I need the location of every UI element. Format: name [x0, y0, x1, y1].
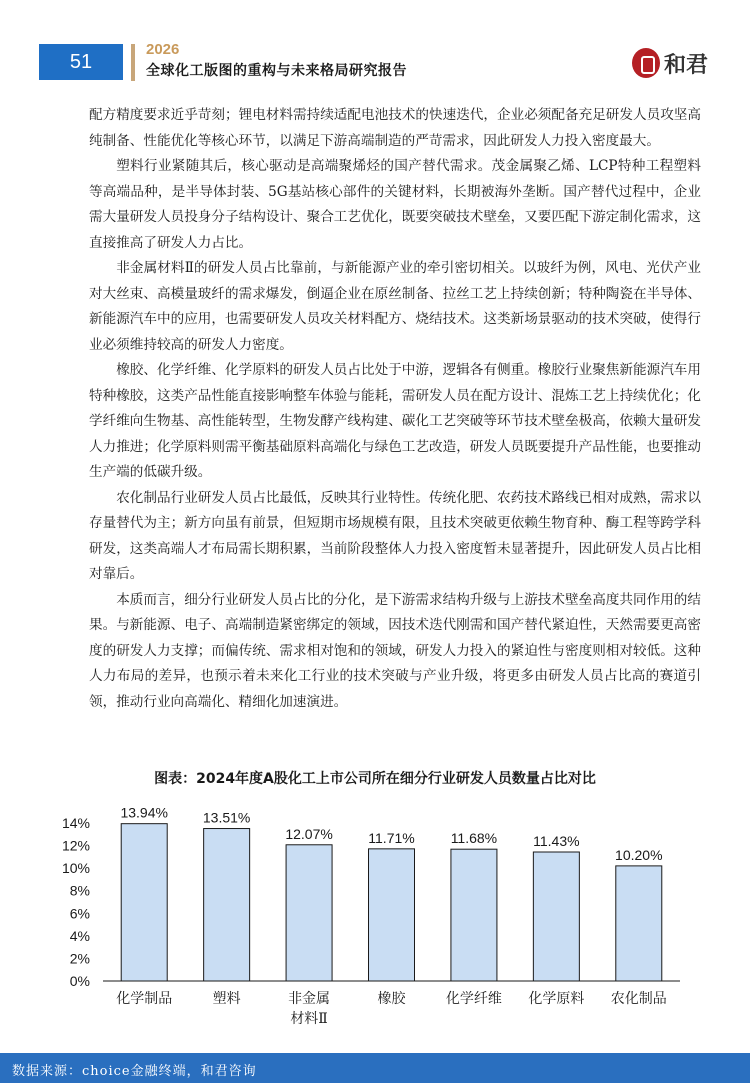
- y-tick-label: 2%: [69, 950, 90, 967]
- x-tick-label: 非金属: [288, 991, 331, 1007]
- report-title: 全球化工版图的重构与未来格局研究报告: [146, 63, 407, 79]
- y-tick-label: 6%: [69, 905, 90, 922]
- x-tick-label: 化学制品: [116, 991, 173, 1007]
- bar: [121, 824, 167, 981]
- y-tick-label: 0%: [69, 973, 90, 989]
- paragraph: 本质而言，细分行业研发人员占比的分化，是下游需求结构升级与上游技术壁垒高度共同作用的结果。与新能源、电子、高端制造紧密绑定的领域，因技术迭代刚需和国产替代紧迫性，天然需要更高密度的研发人力支撑；而偏传统、需求相对饱和的领域，研发人力投入的紧迫性与密度则相对较低。这种人力布局的差异，也预示着未来化工行业的技术突破与产业升级，将更多由研发人员占比高的赛道引领，推动行业向高端化、精细化加速演进。: [89, 591, 701, 710]
- bar: [286, 845, 332, 981]
- x-tick-label: 材料Ⅱ: [290, 1011, 328, 1027]
- y-tick-label: 12%: [61, 837, 90, 854]
- y-tick-label: 14%: [61, 815, 90, 831]
- x-tick-label: 农化制品: [610, 991, 667, 1007]
- bar: [204, 829, 250, 981]
- report-year: 2026: [146, 41, 180, 58]
- x-tick-label: 化学纤维: [445, 991, 502, 1007]
- bar: [451, 849, 497, 981]
- paragraph: 橡胶、化学纤维、化学原料的研发人员占比处于中游，逻辑各有侧重。橡胶行业聚焦新能源汽车用特种橡胶，这类产品性能直接影响整车体验与能耗，需研发人员在配方设计、混炼工艺上持续优化；化学纤维向生物基、高性能转型，生物发酵产线构建、碳化工艺突破等环节技术壁垒极高，依赖大量研发人力推进；化学原料则需平衡基础原料高端化与绿色工艺改造，研发人员既要提升产品性能，也要推动生产端的低碳升级。: [89, 362, 701, 480]
- data-label: 12.07%: [285, 825, 333, 842]
- bar-chart: [0, 790, 750, 1050]
- x-tick-label: 化学原料: [528, 991, 585, 1007]
- paragraph: 农化制品行业研发人员占比最低，反映其行业特性。传统化肥、农药技术路线已相对成熟，需求以存量替代为主；新方向虽有前景，但短期市场规模有限，且技术突破更依赖生物育种、酶工程等跨学科研发，这类高端人才布局需长期积累，当前阶段整体人力投入密度暂未显著提升，因此研发人员占比相对靠后。: [89, 489, 701, 582]
- header-divider: [131, 44, 135, 81]
- x-tick-label: 橡胶: [377, 991, 406, 1007]
- bar: [533, 852, 579, 981]
- page-header: [0, 0, 750, 100]
- chart-title: 图表：2024年度A股化工上市公司所在细分行业研发人员数量占比对比: [154, 771, 596, 787]
- data-source: 数据来源：choice金融终端，和君咨询: [12, 1064, 257, 1079]
- paragraph: 塑料行业紧随其后，核心驱动是高端聚烯烃的国产替代需求。茂金属聚乙烯、LCP特种工程塑料等高端品种，是半导体封装、5G基站核心部件的关键材料，长期被海外垄断。国产替代过程中，企业需大量研发人员投身分子结构设计、聚合工艺优化，既要突破技术壁垒，又要匹配下游定制化需求，这直接推高了研发人力占比。: [89, 158, 701, 251]
- page-number: 51: [39, 44, 123, 80]
- y-tick-label: 10%: [61, 860, 90, 877]
- seal-icon: [632, 48, 660, 78]
- paragraph: 非金属材料Ⅱ的研发人员占比靠前，与新能源产业的牵引密切相关。以玻纤为例，风电、光伏产业对大丝束、高模量玻纤的需求爆发，倒逼企业在原丝制备、拉丝工艺上持续创新；特种陶瓷在半导体、新能源汽车中的应用，也需要研发人员攻关材料配方、烧结技术。这类新场景驱动的技术突破，使得行业必须维持较高的研发人力密度。: [89, 260, 701, 353]
- company-logo: [632, 46, 722, 82]
- y-tick-label: 4%: [69, 927, 90, 944]
- data-label: 11.43%: [533, 833, 580, 850]
- bar: [616, 866, 662, 981]
- page-footer: [0, 1053, 750, 1083]
- x-tick-label: 塑料: [212, 991, 241, 1007]
- paragraph: 配方精度要求近乎苛刻；锂电材料需持续适配电池技术的快速迭代，企业必须配备充足研发人员攻坚高纯制备、性能优化等核心环节，以满足下游高端制造的严苛需求，因此研发人力投入密度最大。: [89, 107, 701, 149]
- y-tick-label: 8%: [69, 882, 90, 899]
- body-text: [89, 103, 701, 715]
- bar: [369, 849, 415, 981]
- data-label: 11.71%: [368, 829, 415, 846]
- data-label: 11.68%: [450, 830, 498, 847]
- logo-text: 和君: [664, 52, 709, 78]
- data-label: 13.51%: [202, 809, 251, 826]
- data-label: 13.94%: [120, 804, 168, 821]
- data-label: 10.20%: [615, 846, 663, 863]
